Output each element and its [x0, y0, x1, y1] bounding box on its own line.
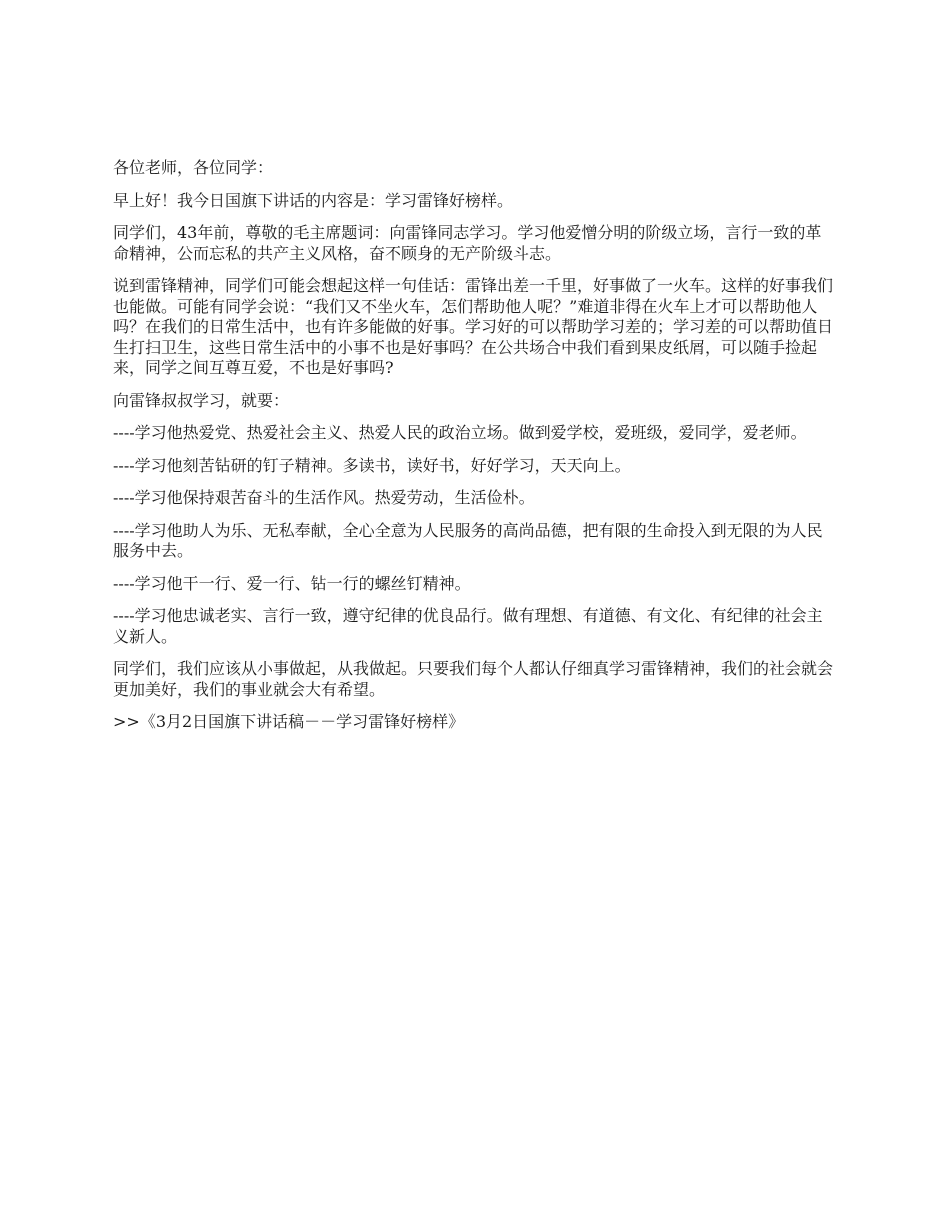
list-item: ----学习他刻苦钻研的钉子精神。多读书，读好书，好好学习，天天向上。: [113, 455, 631, 475]
closing-paragraph: 同学们，我们应该从小事做起，从我做起。只要我们每个人都认仔细真学习雷锋精神，我们的社会就会更加美好，我们的事业就会大有希望。: [113, 659, 834, 699]
list-item: ----学习他忠诚老实、言行一致，遵守纪律的优良品行。做有理想、有道德、有文化、有纪律的社会主义新人。: [113, 606, 823, 646]
document-body: [113, 158, 843, 745]
greeting-paragraph: 各位老师，各位同学：: [113, 158, 274, 177]
list-item: ----学习他热爱党、热爱社会主义、热爱人民的政治立场。做到爱学校，爱班级，爱同学，爱老师。: [113, 423, 807, 442]
body-paragraph: 说到雷锋精神，同学们可能会想起这样一句佳话：雷锋出差一千里，好事做了一火车。这样的好事我们也能做。可能有同学会说：“我们又不坐火车，怎们帮助他人呢？”难道非得在火车上才可以帮助他人吗？在我们的日常生活中，也有许多能做的好事。学习好的可以帮助学习差的；学习差的可以帮助值日生打扫卫生，这些日常生活中的小事不也是好事吗？在公共场合中我们看到果皮纸屑，可以随手捡起来，同学之间互尊互爱，不也是好事吗?: [113, 276, 834, 377]
list-item: ----学习他干一行、爱一行、钻一行的螺丝钉精神。: [113, 573, 471, 593]
related-article-link[interactable]: >>《3月2日国旗下讲话稿－－学习雷锋好榜样》: [113, 712, 465, 731]
opening-paragraph: 早上好！我今日国旗下讲话的内容是：学习雷锋好榜样。: [113, 190, 514, 210]
list-item: ----学习他助人为乐、无私奉献，全心全意为人民服务的高尚品德，把有限的生命投入到无限的为人民服务中去。: [113, 520, 823, 560]
list-item: ----学习他保持艰苦奋斗的生活作风。热爱劳动，生活俭朴。: [113, 488, 535, 507]
body-paragraph: 向雷锋叔叔学习，就要：: [113, 390, 290, 410]
body-paragraph: 同学们，43年前，尊敬的毛主席题词：向雷锋同志学习。学习他爱憎分明的阶级立场，言行一致的革命精神，公而忘私的共产主义风格，奋不顾身的无产阶级斗志。: [113, 223, 822, 263]
